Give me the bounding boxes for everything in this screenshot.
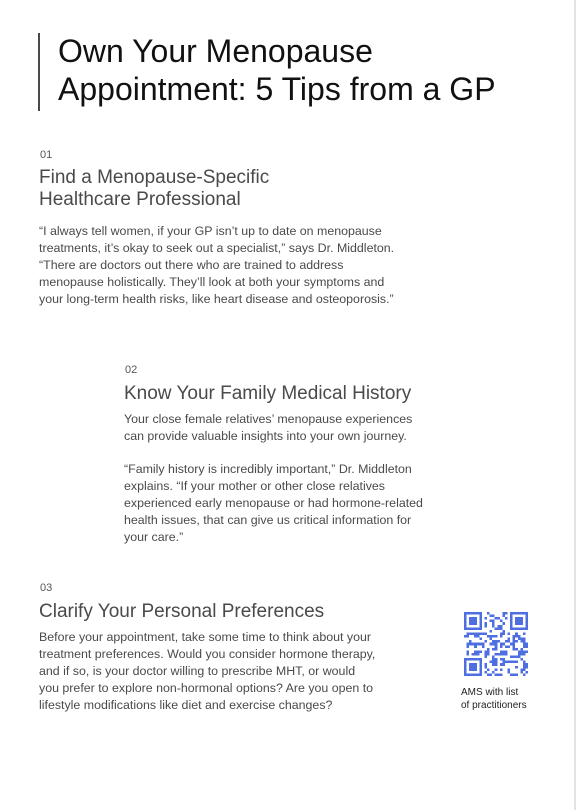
tip-1-heading [39, 167, 269, 211]
tip-2-quote-line: your care.” [124, 530, 184, 544]
tip-2-body-line: can provide valuable insights into your own journey. [124, 429, 407, 443]
title-rule [38, 33, 40, 111]
tip-1-number: 01 [40, 149, 53, 161]
qr-caption [461, 686, 561, 712]
tip-2-body [124, 411, 412, 445]
tip-2-quote-line: explains. “If your mother or other close relatives [124, 479, 386, 493]
tip-2-quote-line: experienced early menopause or had hormone-related [124, 496, 423, 510]
tip-1-body-line: your long-term health risks, like heart disease and osteoporosis.” [39, 292, 394, 306]
tip-1-body-line: treatments, it’s okay to seek out a specialist,” says Dr. Middleton. [39, 241, 395, 255]
tip-2-quote [124, 461, 423, 546]
tip-1-body-line: “I always tell women, if your GP isn’t up to date on menopause [39, 224, 382, 238]
tip-3-heading: Clarify Your Personal Preferences [39, 601, 325, 622]
tip-2-heading: Know Your Family Medical History [124, 383, 412, 404]
tip-3-body [39, 629, 375, 714]
page-title: Own Your Menopause Appointment: 5 Tips from a GP [58, 33, 496, 107]
tip-3-body-line: treatment preferences. Would you consider hormone therapy, [39, 647, 376, 661]
tip-2-number: 02 [125, 364, 138, 376]
tip-2-quote-line: “Family history is incredibly important,” Dr. Middleton [124, 462, 412, 476]
tip-1-heading-line: Healthcare Professional [39, 189, 241, 210]
tip-1-body-line: “There are doctors out there who are trained to address [39, 258, 344, 272]
qr-caption-line: AMS with list [461, 687, 519, 698]
tip-1-body [39, 223, 394, 308]
tip-2-quote-line: health issues, that can give us critical information for [124, 513, 412, 527]
tip-3-body-line: lifestyle modifications like diet and exercise changes? [39, 698, 333, 712]
qr-code-icon[interactable] [464, 612, 528, 676]
tip-3-number: 03 [40, 582, 53, 594]
tip-3-body-line: Before your appointment, take some time to think about your [39, 630, 371, 644]
tip-1-heading-line: Find a Menopause-Specific [39, 167, 270, 188]
tip-2-body-line: Your close female relatives’ menopause experiences [124, 412, 413, 426]
qr-caption-line: of practitioners [461, 700, 527, 711]
tip-3-body-line: you prefer to explore non-hormonal options? Are you open to [39, 681, 374, 695]
tip-3-body-line: and if so, is your doctor willing to prescribe MHT, or would [39, 664, 356, 678]
tip-1-body-line: menopause holistically. They’ll look at both your symptoms and [39, 275, 385, 289]
